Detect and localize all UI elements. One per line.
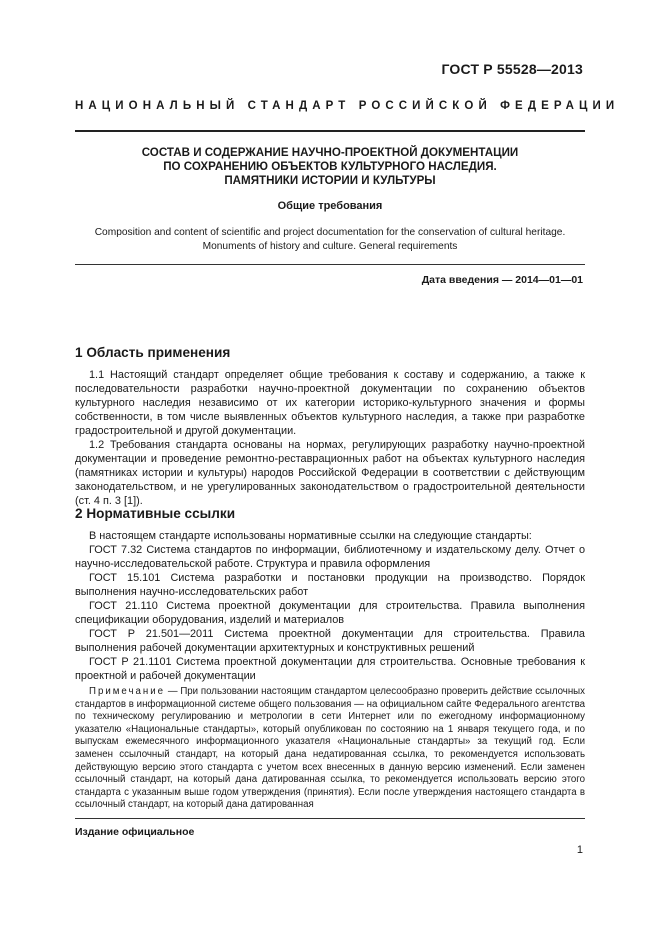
title-line-1: СОСТАВ И СОДЕРЖАНИЕ НАУЧНО-ПРОЕКТНОЙ ДОКУМЕНТАЦИИ	[141, 146, 519, 159]
note-label: Примечание	[89, 686, 166, 697]
title-line-3: ПАМЯТНИКИ ИСТОРИИ И КУЛЬТУРЫ	[224, 174, 436, 187]
paragraph-1-2: 1.2 Требования стандарта основаны на нормах, регулирующих разработку научно-проектной документации и проведение ремонтно-реставрационных работ на объектах культурного наследия (памятниках истории и культуры) народов Российской Федерации в соответствии с действующим законодательством, и не урегулированных законодательством о градостроительной деятельности (ст. 4 п. 3 [1]).	[75, 439, 585, 507]
note-block	[75, 686, 585, 812]
introduction-date: Дата введения — 2014—01—01	[421, 274, 583, 286]
page-number: 1	[576, 844, 583, 856]
paragraph-1-1: 1.1 Настоящий стандарт определяет общие требования к составу и содержанию, а также к последовательности разработки научно-проектной документации по сохранению объектов культурного наследия независимо от их категории историко-культурного значения и формы собственности, в том числе выявленных объектов культурного наследия, а также при разработке градостроительной и другой документации.	[75, 369, 585, 437]
title-line-2: ПО СОХРАНЕНИЮ ОБЪЕКТОВ КУЛЬТУРНОГО НАСЛЕДИЯ.	[163, 160, 497, 173]
section-2-body	[75, 529, 585, 683]
reference-item: ГОСТ 15.101 Система разработки и постановки продукции на производство. Порядок выполнения научно-исследовательских работ	[75, 572, 585, 598]
gost-number: ГОСТ Р 55528—2013	[441, 61, 583, 77]
english-title	[75, 226, 585, 254]
title-rule	[75, 264, 585, 265]
english-title-line-1: Composition and content of scientific and project documentation for the conservation of cultural heritage.	[94, 227, 566, 238]
reference-item: ГОСТ 7.32 Система стандартов по информации, библиотечному и издательскому делу. Отчет о научно-исследовательской работе. Структура и правила оформления	[75, 544, 585, 570]
reference-item: ГОСТ 21.110 Система проектной документации для строительства. Правила выполнения спецификации оборудования, изделий и материалов	[75, 600, 585, 626]
edition-label: Издание официальное	[75, 826, 195, 838]
national-standard-banner: НАЦИОНАЛЬНЫЙ СТАНДАРТ РОССИЙСКОЙ ФЕДЕРАЦИИ	[75, 100, 620, 112]
reference-item: ГОСТ Р 21.1101 Система проектной документации для строительства. Основные требования к проектной и рабочей документации	[75, 656, 585, 682]
header-rule	[75, 130, 585, 132]
document-title	[75, 146, 585, 188]
document-subtitle: Общие требования	[277, 200, 383, 212]
section-1-body	[75, 368, 585, 508]
note-text: — При пользовании настоящим стандартом целесообразно проверить действие ссылочных стандартов в информационной системе общего пользования — на официальном сайте Федерального агентства по техническому регулированию и метрологии в сети Интернет или по ежегодному информационному указателю «Национальные стандарты», который опубликован по состоянию на 1 января текущего года, и по выпускам ежемесячного информационного указателя «Национальные стандарты» за текущий год. Если заменен ссылочный стандарт, на который дана недатированная ссылка, то рекомендуется использовать действующую версию этого стандарта с учетом всех внесенных в данную версию изменений. Если заменен ссылочный стандарт, на который дана датированная ссылка, то рекомендуется использовать версию этого стандарта с указанным выше годом утверждения (принятия). Если после утверждения настоящего стандарта в ссылочный стандарт, на который дана датированная	[75, 686, 585, 811]
references-intro: В настоящем стандарте использованы нормативные ссылки на следующие стандарты:	[89, 530, 532, 542]
english-title-line-2: Monuments of history and culture. General requirements	[202, 241, 458, 252]
section-2-heading: 2 Нормативные ссылки	[75, 506, 236, 521]
reference-item: ГОСТ Р 21.501—2011 Система проектной документации для строительства. Правила выполнения рабочей документации архитектурных и конструктивных решений	[75, 628, 585, 654]
footer-rule	[75, 818, 585, 819]
section-1-heading: 1 Область применения	[75, 345, 231, 360]
